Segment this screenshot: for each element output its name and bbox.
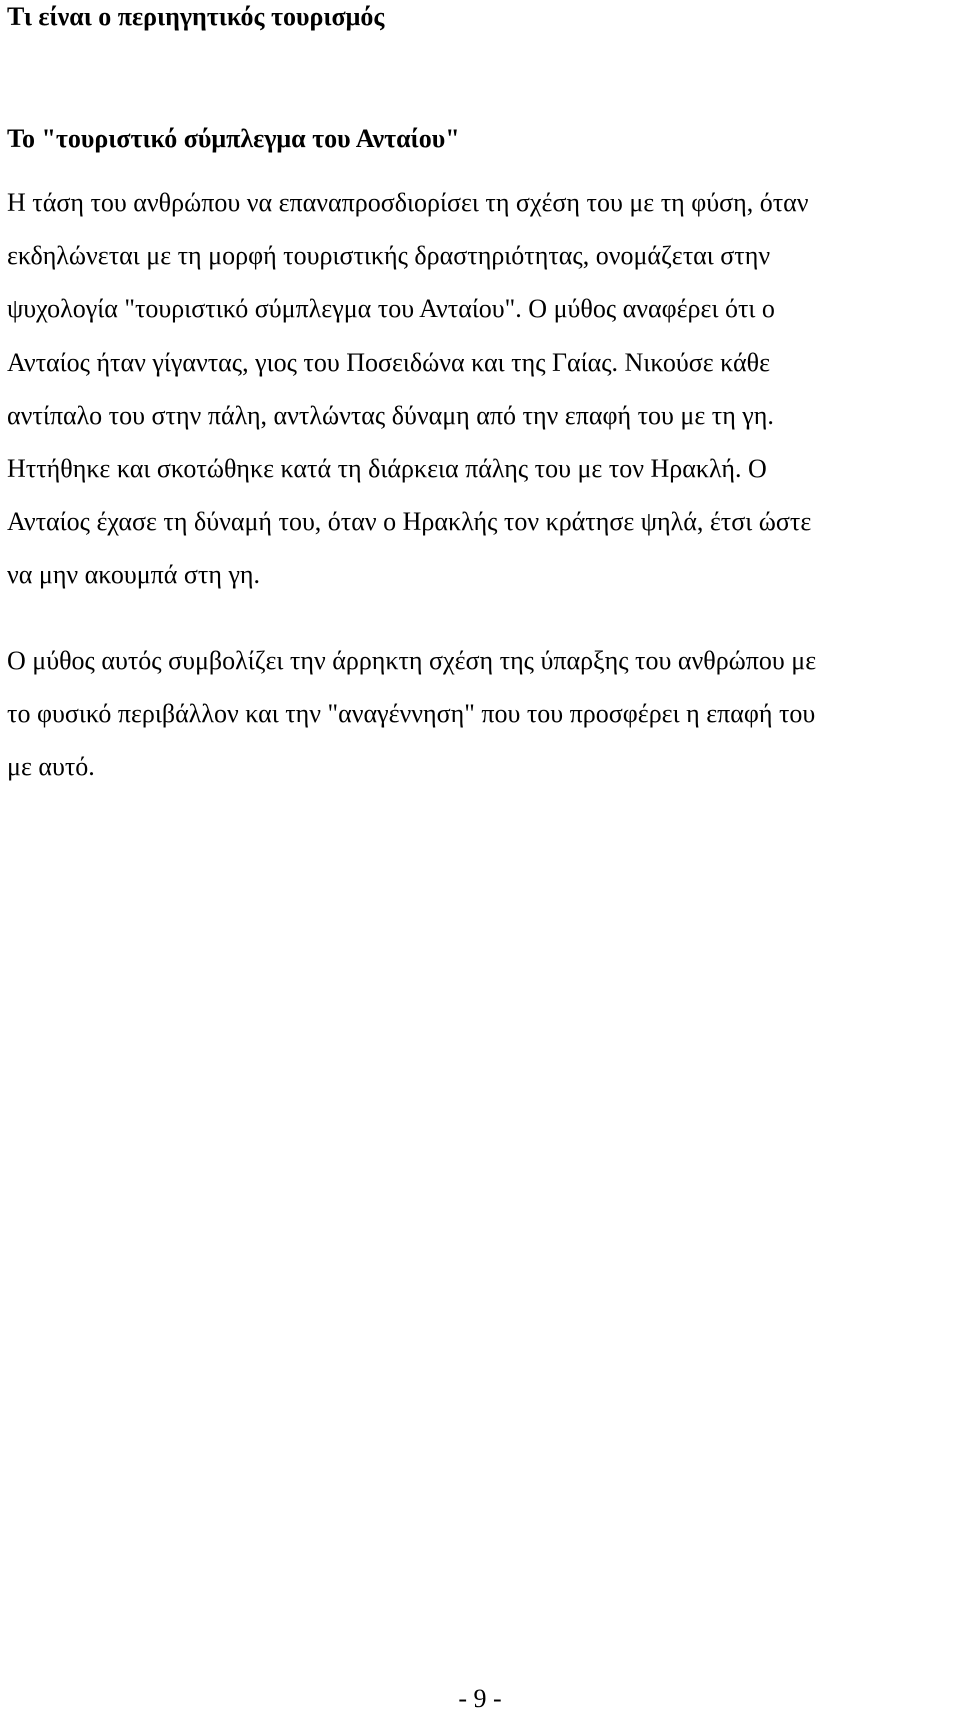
page-number: - 9 - bbox=[458, 1684, 502, 1713]
paragraph-line: Ανταίος έχασε τη δύναμή του, όταν ο Ηρακλής τον κράτησε ψηλά, έτσι ώστε bbox=[7, 507, 812, 537]
paragraph-line: Ηττήθηκε και σκοτώθηκε κατά τη διάρκεια πάλης του με τον Ηρακλή. Ο bbox=[7, 454, 767, 484]
page-header: Τι είναι ο περιηγητικός τουρισμός bbox=[7, 2, 385, 31]
paragraph-line: ψυχολογία "τουριστικό σύμπλεγμα του Ανταίου". Ο μύθος αναφέρει ότι ο bbox=[7, 294, 775, 324]
paragraph-line: με αυτό. bbox=[7, 752, 95, 782]
paragraph bbox=[7, 176, 957, 602]
paragraph-line: Ο μύθος αυτός συμβολίζει την άρρηκτη σχέση της ύπαρξης του ανθρώπου με bbox=[7, 646, 817, 675]
paragraph-line: αντίπαλο του στην πάλη, αντλώντας δύναμη από την επαφή του με τη γη. bbox=[7, 400, 774, 430]
paragraph-line: να μην ακουμπά στη γη. bbox=[7, 560, 261, 590]
paragraph-line: Η τάση του ανθρώπου να επαναπροσδιορίσει τη σχέση του με τη φύση, όταν bbox=[7, 188, 809, 217]
paragraph-line: εκδηλώνεται με τη μορφή τουριστικής δραστηριότητας, ονομάζεται στην bbox=[7, 241, 771, 271]
section-title: Το "τουριστικό σύμπλεγμα του Ανταίου" bbox=[7, 124, 460, 153]
paragraph-line: Ανταίος ήταν γίγαντας, γιος του Ποσειδώνα και της Γαίας. Νικούσε κάθε bbox=[7, 347, 771, 377]
paragraph bbox=[7, 634, 957, 794]
paragraph-line: το φυσικό περιβάλλον και την "αναγέννηση" που του προσφέρει η επαφή του bbox=[7, 699, 816, 729]
